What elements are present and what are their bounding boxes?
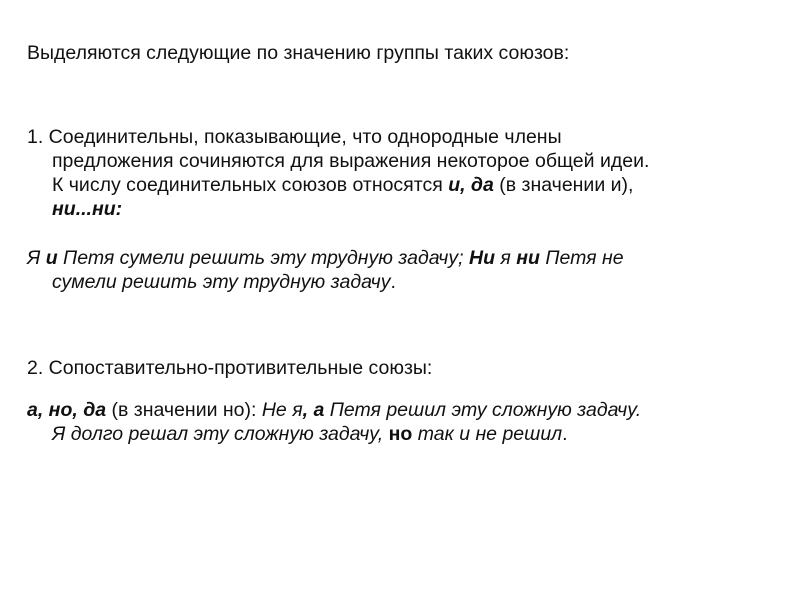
example-note: (в значении но): [106, 399, 262, 421]
item-connective-line-2: предложения сочиняются для выражения некоторое общей идеи. [52, 150, 650, 172]
example-period: . [390, 271, 396, 293]
example-text: Я долго решал эту сложную задачу, [52, 423, 389, 445]
conjunction-i-da: и, да [448, 174, 494, 196]
example-conjunction: и [45, 247, 58, 269]
item-adversative: 2. Сопоставительно-противительные союзы: [27, 357, 433, 379]
example-conjunction: ни [516, 247, 540, 269]
item-connective-line-3 [27, 173, 649, 197]
example-connective [27, 246, 624, 294]
example-text: так и не решил [412, 423, 563, 445]
example-conjunction: но [388, 423, 413, 445]
example-text: сумели решить эту трудную задачу [52, 271, 391, 293]
example-text: Петя сумели решить эту трудную задачу; [57, 247, 469, 269]
example-adversative-line-2 [27, 422, 641, 446]
item-connective [27, 125, 649, 221]
item-connective-line-4 [27, 197, 649, 221]
example-text: Петя решил эту сложную задачу. [324, 399, 642, 421]
example-conjunction: Ни [469, 247, 495, 269]
item-connective-text: К числу соединительных союзов относятся [52, 174, 449, 196]
example-text: я [495, 247, 517, 269]
example-text: Я [27, 247, 46, 269]
example-connective-line-1 [27, 246, 624, 270]
conjunction-ni-ni: ни...ни: [52, 198, 123, 220]
item-connective-line-1: 1. Соединительны, показывающие, что однородные члены [27, 126, 562, 148]
example-period: . [562, 423, 568, 445]
example-text: Не я [261, 399, 303, 421]
example-text: Петя не [539, 247, 624, 269]
example-adversative-line-1 [27, 398, 641, 422]
item-connective-note: (в значении и), [493, 174, 634, 196]
example-conjunction: , а [302, 399, 325, 421]
conjunction-a-no-da: а, но, да [27, 399, 107, 421]
example-adversative [27, 398, 641, 446]
example-connective-line-2 [27, 270, 624, 294]
heading: Выделяются следующие по значению группы таких союзов: [27, 42, 570, 64]
